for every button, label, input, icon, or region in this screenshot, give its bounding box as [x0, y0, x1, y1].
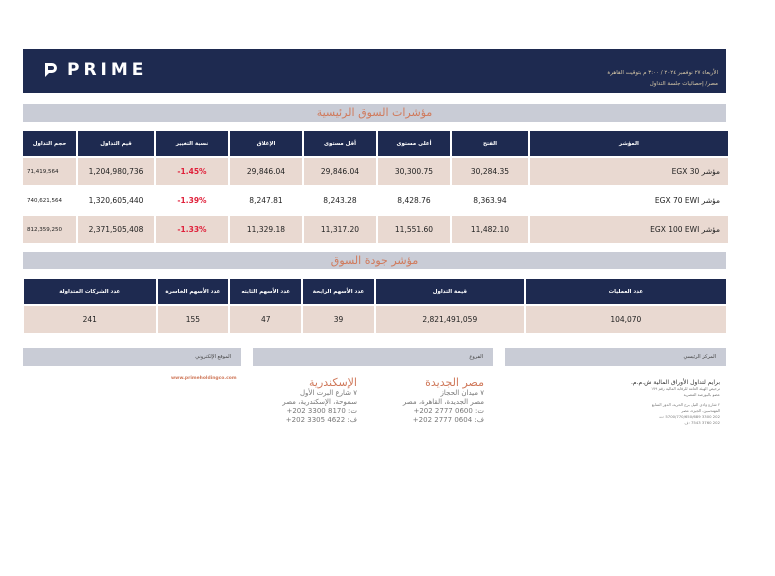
traded-companies-cell: 241 — [24, 306, 156, 333]
volume-cell: 71,419,564 — [23, 158, 76, 185]
quality-table — [22, 277, 728, 335]
high-cell: 8,428.76 — [378, 187, 450, 214]
brand-logo — [43, 58, 147, 82]
change-cell: -1.45% — [156, 158, 228, 185]
hq-fax: 202 3760 7543 :ف — [684, 420, 720, 425]
website-link[interactable]: www.primeholdingco.com — [171, 376, 237, 381]
report-subtitle: مصر/ إحصائيات جلسة التداول — [649, 81, 718, 87]
indices-section-title: مؤشرات السوق الرئيسية — [23, 104, 726, 122]
hq-line: عضو بالبورصة المصرية — [683, 392, 720, 397]
report-date-info — [607, 68, 718, 90]
gainers-cell: 39 — [303, 306, 374, 333]
high-cell: 11,551.60 — [378, 216, 450, 243]
table-row — [24, 306, 726, 333]
value-cell: 2,371,505,408 — [78, 216, 154, 243]
change-cell: -1.33% — [156, 216, 228, 243]
branch-phone: ت: 8170 3300 202+ — [286, 407, 357, 415]
branch-city: الإسكندرية — [309, 376, 357, 389]
traded-value-cell: 2,821,491,059 — [376, 306, 524, 333]
indices-header-row — [23, 131, 728, 156]
branch-fax: ف: 4622 3305 202+ — [285, 416, 357, 424]
hq-phone: 202 3300 5700/770/650/689 :ت — [659, 414, 720, 419]
branch-address-line: سموحة، الإسكندرية، مصر — [282, 398, 357, 406]
col-unchanged: عدد الأسهم الثابته — [230, 279, 301, 304]
volume-cell: 812,359,250 — [23, 216, 76, 243]
col-transactions: عدد العمليات — [526, 279, 726, 304]
close-cell: 11,329.18 — [230, 216, 302, 243]
table-row — [23, 187, 728, 214]
hq-label: المركز الرئيسي — [505, 348, 726, 366]
table-row — [23, 216, 728, 243]
website-label: الموقع الإلكتروني — [23, 348, 241, 366]
low-cell: 29,846.04 — [304, 158, 376, 185]
volume-cell: 740,621,564 — [23, 187, 76, 214]
headquarters-info — [620, 379, 720, 426]
indices-table — [21, 129, 730, 245]
quality-header-row — [24, 279, 726, 304]
col-open: الفتح — [452, 131, 528, 156]
hq-line: ترخيص الهيئة العامة للرقابة المالية رقم ١٧٩ — [651, 386, 720, 391]
col-index: المؤشر — [530, 131, 728, 156]
company-name: برايم لتداول الأوراق المالية ش.م.م. — [631, 379, 720, 386]
col-close: الإغلاق — [230, 131, 302, 156]
col-change: نسبة التغيير — [156, 131, 228, 156]
low-cell: 8,243.28 — [304, 187, 376, 214]
hq-line: المهندسين، الجيزة، مصر — [681, 408, 720, 413]
transactions-cell: 104,070 — [526, 306, 726, 333]
index-name-cell: مؤشر EGX 30 — [530, 158, 728, 185]
open-cell: 11,482.10 — [452, 216, 528, 243]
value-cell: 1,204,980,736 — [78, 158, 154, 185]
open-cell: 8,363.94 — [452, 187, 528, 214]
prime-logo-icon — [43, 62, 59, 78]
col-traded-value: قيمة التداول — [376, 279, 524, 304]
col-volume: حجم التداول — [23, 131, 76, 156]
col-losers: عدد الأسهم الخاسرة — [158, 279, 229, 304]
table-row — [23, 158, 728, 185]
col-gainers: عدد الأسهم الرابحة — [303, 279, 374, 304]
high-cell: 30,300.75 — [378, 158, 450, 185]
branch-fax: ف: 0604 2777 202+ — [412, 416, 484, 424]
col-low: أقل مستوى — [304, 131, 376, 156]
low-cell: 11,317.20 — [304, 216, 376, 243]
branch-heliopolis — [384, 376, 484, 425]
branch-address-line: ٧ شارع البرت الأول — [299, 389, 357, 397]
branch-city: مصر الجديدة — [425, 376, 484, 389]
report-header — [23, 49, 726, 93]
report-date: الأربعاء ٢٧ نوفمبر ٢٠٢٤ / ٣:٠٠ م بتوقيت القاهرة — [607, 70, 718, 76]
branch-address-line: ٧ ميدان الحجاز — [440, 389, 484, 397]
index-name-cell: مؤشر EGX 100 EWI — [530, 216, 728, 243]
branch-phone: ت: 0600 2777 202+ — [413, 407, 484, 415]
unchanged-cell: 47 — [230, 306, 301, 333]
change-cell: -1.39% — [156, 187, 228, 214]
index-name-cell: مؤشر EGX 70 EWI — [530, 187, 728, 214]
branches-label: الفروع — [253, 348, 493, 366]
close-cell: 8,247.81 — [230, 187, 302, 214]
col-traded-companies: عدد الشركات المتداولة — [24, 279, 156, 304]
col-value: قيم التداول — [78, 131, 154, 156]
open-cell: 30,284.35 — [452, 158, 528, 185]
close-cell: 29,846.04 — [230, 158, 302, 185]
hq-line: ٢ شارع وادي النيل برج الحرية، الدور السابع — [651, 402, 720, 407]
col-high: أعلى مستوى — [378, 131, 450, 156]
quality-section-title: مؤشر جودة السوق — [23, 252, 726, 269]
branch-address-line: مصر الجديدة، القاهرة، مصر — [402, 398, 484, 406]
value-cell: 1,320,605,440 — [78, 187, 154, 214]
brand-name: PRIME — [67, 60, 148, 80]
branch-alexandria — [262, 376, 357, 425]
losers-cell: 155 — [158, 306, 229, 333]
